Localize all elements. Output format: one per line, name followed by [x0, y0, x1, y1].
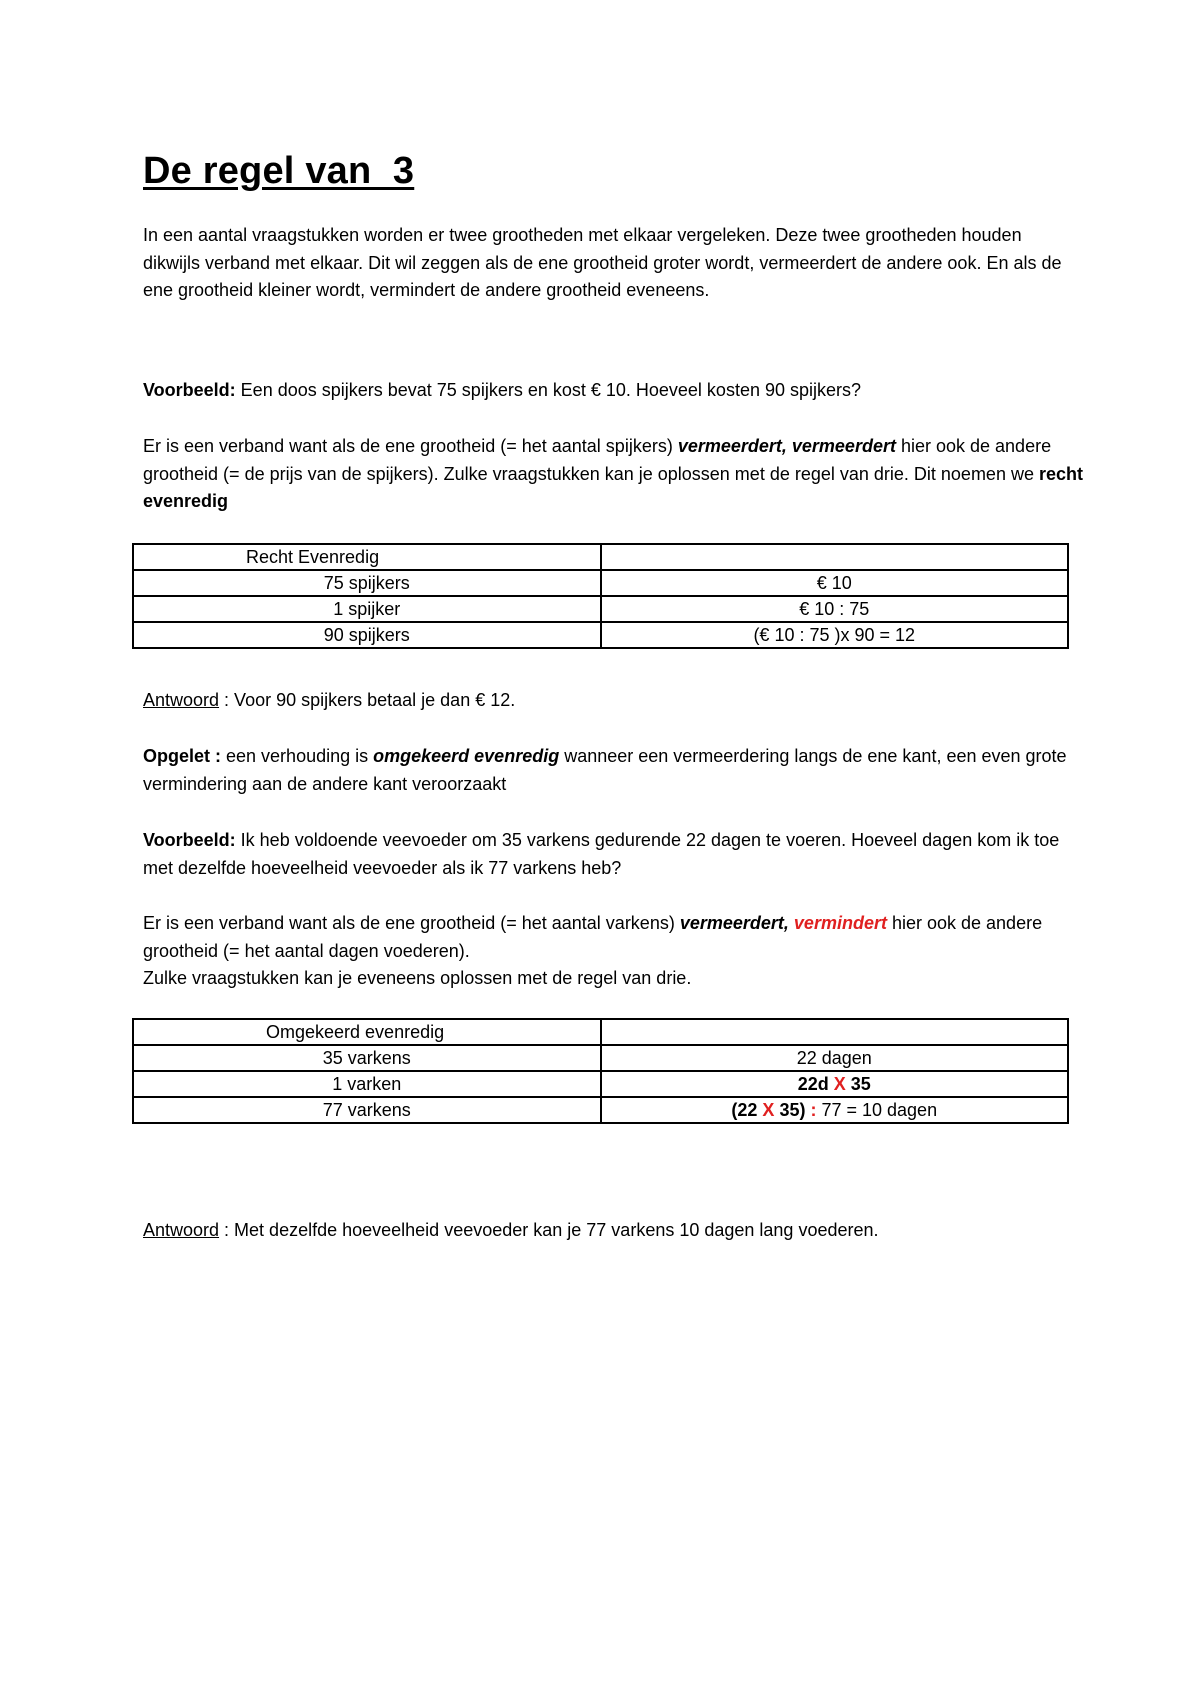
table-cell: 35 varkens: [133, 1045, 601, 1071]
divide-sign: :: [805, 1100, 817, 1120]
explain2-part2: hier ook de andere grootheid (= het aantal dagen voederen).: [143, 913, 1043, 961]
formula-part: 35): [774, 1100, 806, 1120]
table-row: [133, 1071, 1068, 1097]
table-cell: (€ 10 : 75 )x 90 = 12: [601, 622, 1069, 648]
table-cell: [601, 1071, 1069, 1097]
explain1-part1: Er is een verband want als de ene grootheid (= het aantal spijkers): [143, 436, 678, 456]
caution-paragraph: [143, 743, 1083, 798]
table-recht-evenredig: [132, 543, 1069, 649]
table-cell: 1 varken: [133, 1071, 601, 1097]
table-header-cell: Recht Evenredig: [133, 544, 601, 570]
example2-text: Ik heb voldoende veevoeder om 35 varkens gedurende 22 dagen te voeren. Hoeveel dagen kom ik toe met dezelfde hoeveelheid veevoeder als ik 77 varkens heb?: [143, 830, 1060, 878]
example2-label: Voorbeeld:: [143, 830, 236, 850]
answer2-paragraph: [143, 1217, 1083, 1245]
table-row: [133, 1097, 1068, 1123]
explain2-part1: Er is een verband want als de ene grootheid (= het aantal varkens): [143, 913, 680, 933]
explain2-emphasis-red: vermindert: [793, 913, 887, 933]
table-row: [133, 622, 1068, 648]
table-row: [133, 1045, 1068, 1071]
caution-label: Opgelet :: [143, 746, 222, 766]
caution-emphasis: omgekeerd evenredig: [373, 746, 560, 766]
caution-part2: wanneer een vermeerdering langs de ene kant, een even grote vermindering aan de andere kant veroorzaakt: [143, 746, 1067, 794]
example1-text: Een doos spijkers bevat 75 spijkers en kost € 10. Hoeveel kosten 90 spijkers?: [235, 380, 862, 400]
formula-part: 35: [845, 1074, 871, 1094]
table-header-cell: Omgekeerd evenredig: [133, 1019, 601, 1045]
example2-paragraph: [143, 827, 1083, 882]
table-cell: 77 varkens: [133, 1097, 601, 1123]
answer2-text: : Met dezelfde hoeveelheid veevoeder kan je 77 varkens 10 dagen lang voederen.: [219, 1220, 879, 1240]
answer2-label: Antwoord: [143, 1220, 220, 1240]
formula-part: 77 = 10 dagen: [816, 1100, 938, 1120]
explain1-part2: hier ook de andere grootheid (= de prijs van de spijkers). Zulke vraagstukken kan je oplossen met de regel van drie. Dit noemen we: [143, 436, 1052, 484]
table-row: [133, 570, 1068, 596]
caution-part1: een verhouding is: [221, 746, 374, 766]
explain1-emphasis: vermeerdert, vermeerdert: [677, 436, 896, 456]
explain2-paragraph: [143, 910, 1083, 993]
table-cell: 75 spijkers: [133, 570, 601, 596]
explain2-line3: Zulke vraagstukken kan je eveneens oplossen met de regel van drie.: [143, 968, 692, 988]
table-omgekeerd-evenredig: [132, 1018, 1069, 1124]
intro-paragraph: In een aantal vraagstukken worden er twee grootheden met elkaar vergeleken. Deze twee grootheden houden dikwijls verband met elkaar. Dit wil zeggen als de ene grootheid groter wordt, vermeerdert de andere ook. En als de ene grootheid kleiner wordt, vermindert de andere grootheid eveneens.: [143, 225, 1062, 300]
example1-paragraph: [143, 377, 1083, 405]
explain2-emphasis: vermeerdert,: [679, 913, 789, 933]
multiply-sign: X: [833, 1074, 846, 1094]
table-header-empty: [601, 544, 1069, 570]
page-title: De regel van 3: [143, 150, 415, 192]
table-cell: 1 spijker: [133, 596, 601, 622]
table-cell: € 10: [601, 570, 1069, 596]
example1-label: Voorbeeld:: [143, 380, 236, 400]
formula-part: 22d: [797, 1074, 834, 1094]
formula-part: (22: [731, 1100, 763, 1120]
table-cell: [601, 1097, 1069, 1123]
answer1-paragraph: [143, 687, 1083, 715]
table-row: [133, 544, 1068, 570]
table-header-empty: [601, 1019, 1069, 1045]
table-row: [133, 596, 1068, 622]
explain1-strong: recht evenredig: [143, 463, 1083, 511]
answer1-label: Antwoord: [143, 690, 220, 710]
table-cell: € 10 : 75: [601, 596, 1069, 622]
multiply-sign: X: [762, 1100, 775, 1120]
table-cell: 22 dagen: [601, 1045, 1069, 1071]
table-cell: 90 spijkers: [133, 622, 601, 648]
table-row: [133, 1019, 1068, 1045]
explain1-paragraph: [143, 433, 1083, 516]
answer1-text: : Voor 90 spijkers betaal je dan € 12.: [219, 690, 516, 710]
